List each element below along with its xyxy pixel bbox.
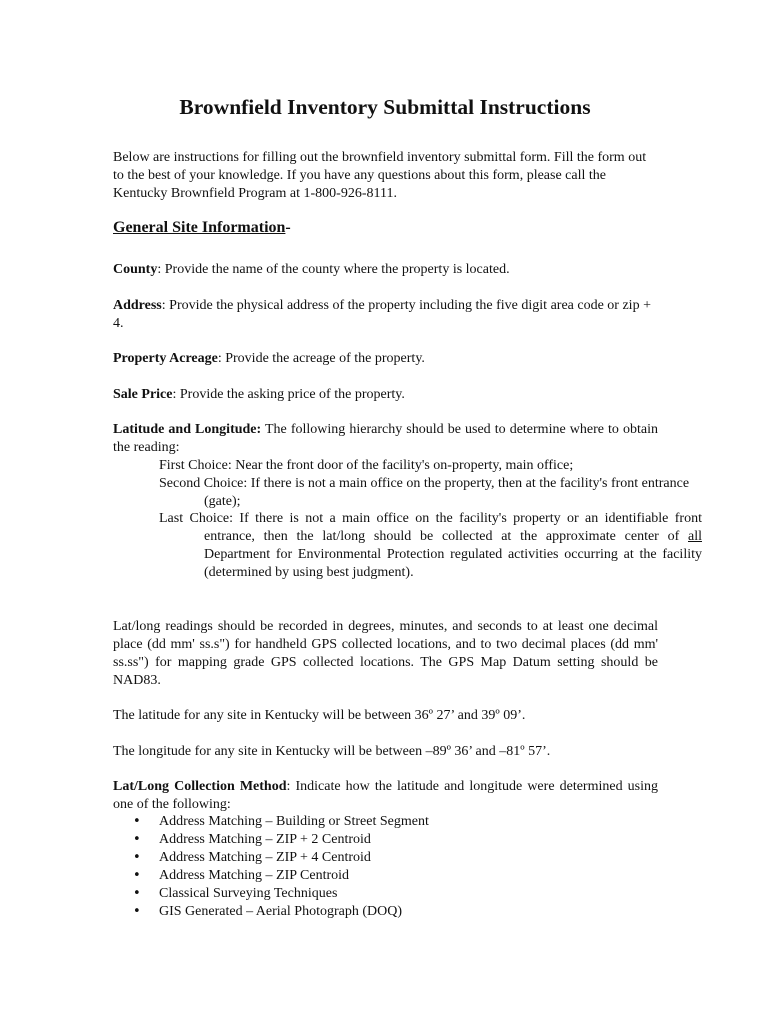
- address-text: : Provide the physical address of the property including the five digit area code or zip + 4.: [113, 298, 651, 331]
- collection-method-label: Lat/Long Collection Method: [113, 779, 287, 794]
- sale-price-label: Sale Price: [113, 387, 173, 402]
- list-item: [133, 849, 429, 867]
- address-field-instruction: [113, 297, 658, 333]
- county-field-instruction: [113, 261, 658, 279]
- intro-paragraph: Below are instructions for filling out the brownfield inventory submittal form. Fill the form out to the best of your knowledge. If you have any questions about this form, please call the Kentucky Brownfield Program at 1-800-926-8111.: [113, 150, 647, 201]
- county-label: County: [113, 262, 158, 277]
- bullet-icon: •: [133, 814, 141, 829]
- collection-method-text: : Indicate how the latitude and longitude were determined using one of the following:: [113, 779, 658, 812]
- collection-method-list: [133, 813, 429, 921]
- last-choice: [159, 510, 702, 582]
- list-item: [133, 831, 429, 849]
- latlong-label: Latitude and Longitude:: [113, 422, 262, 437]
- last-choice-text-after: Department for Environmental Protection regulated activities occurring at the facility (determined by using best judgment).: [204, 547, 702, 580]
- document-title: Brownfield Inventory Submittal Instructions: [179, 95, 591, 119]
- last-choice-text-before: Last Choice: If there is not a main office on the facility's property or an identifiable front entrance, then the lat/long should be collected at the approximate center of: [159, 511, 702, 544]
- list-item: [133, 885, 429, 903]
- bullet-icon: •: [133, 868, 141, 883]
- acreage-field-instruction: [113, 350, 658, 368]
- list-item-text: GIS Generated – Aerial Photograph (DOQ): [159, 904, 402, 919]
- list-item-text: Address Matching – Building or Street Segment: [159, 814, 429, 829]
- county-text: : Provide the name of the county where the property is located.: [157, 262, 510, 277]
- longitude-range-paragraph: The longitude for any site in Kentucky will be between –89º 36’ and –81º 57’.: [113, 744, 551, 759]
- acreage-label: Property Acreage: [113, 351, 218, 366]
- list-item: [133, 903, 429, 921]
- bullet-icon: •: [133, 886, 141, 901]
- list-item-text: Address Matching – ZIP + 4 Centroid: [159, 850, 371, 865]
- address-label: Address: [113, 298, 162, 313]
- bullet-icon: •: [133, 832, 141, 847]
- sale-price-text: : Provide the asking price of the property.: [172, 387, 405, 402]
- section-heading: [113, 219, 291, 237]
- list-item-text: Address Matching – ZIP + 2 Centroid: [159, 832, 371, 847]
- second-choice: Second Choice: If there is not a main office on the property, then at the facility's front entrance (gate);: [159, 476, 690, 509]
- list-item-text: Address Matching – ZIP Centroid: [159, 868, 350, 883]
- section-heading-text: General Site Information: [113, 219, 286, 236]
- latlong-text: The following hierarchy should be used to determine where to obtain the reading:: [113, 422, 658, 455]
- latlong-field-instruction: [113, 421, 658, 457]
- first-choice: First Choice: Near the front door of the facility's on-property, main office;: [159, 458, 574, 473]
- section-heading-suffix: -: [285, 219, 291, 236]
- list-item: [133, 867, 429, 885]
- bullet-icon: •: [133, 904, 141, 919]
- acreage-text: : Provide the acreage of the property.: [217, 351, 425, 366]
- collection-method-instruction: [113, 778, 658, 814]
- list-item: [133, 813, 429, 831]
- bullet-icon: •: [133, 850, 141, 865]
- latlong-readings-paragraph: Lat/long readings should be recorded in degrees, minutes, and seconds to at least one decimal place (dd mm' ss.s") for handheld GPS collected locations, and to two decimal places (dd mm' ss.ss") for mapping grade GPS collected locations. The GPS Map Datum setting should be NAD83.: [113, 619, 658, 688]
- latitude-range-paragraph: The latitude for any site in Kentucky will be between 36º 27’ and 39º 09’.: [113, 708, 526, 723]
- list-item-text: Classical Surveying Techniques: [159, 886, 338, 901]
- sale-price-field-instruction: [113, 386, 658, 404]
- last-choice-underlined: all: [688, 529, 702, 544]
